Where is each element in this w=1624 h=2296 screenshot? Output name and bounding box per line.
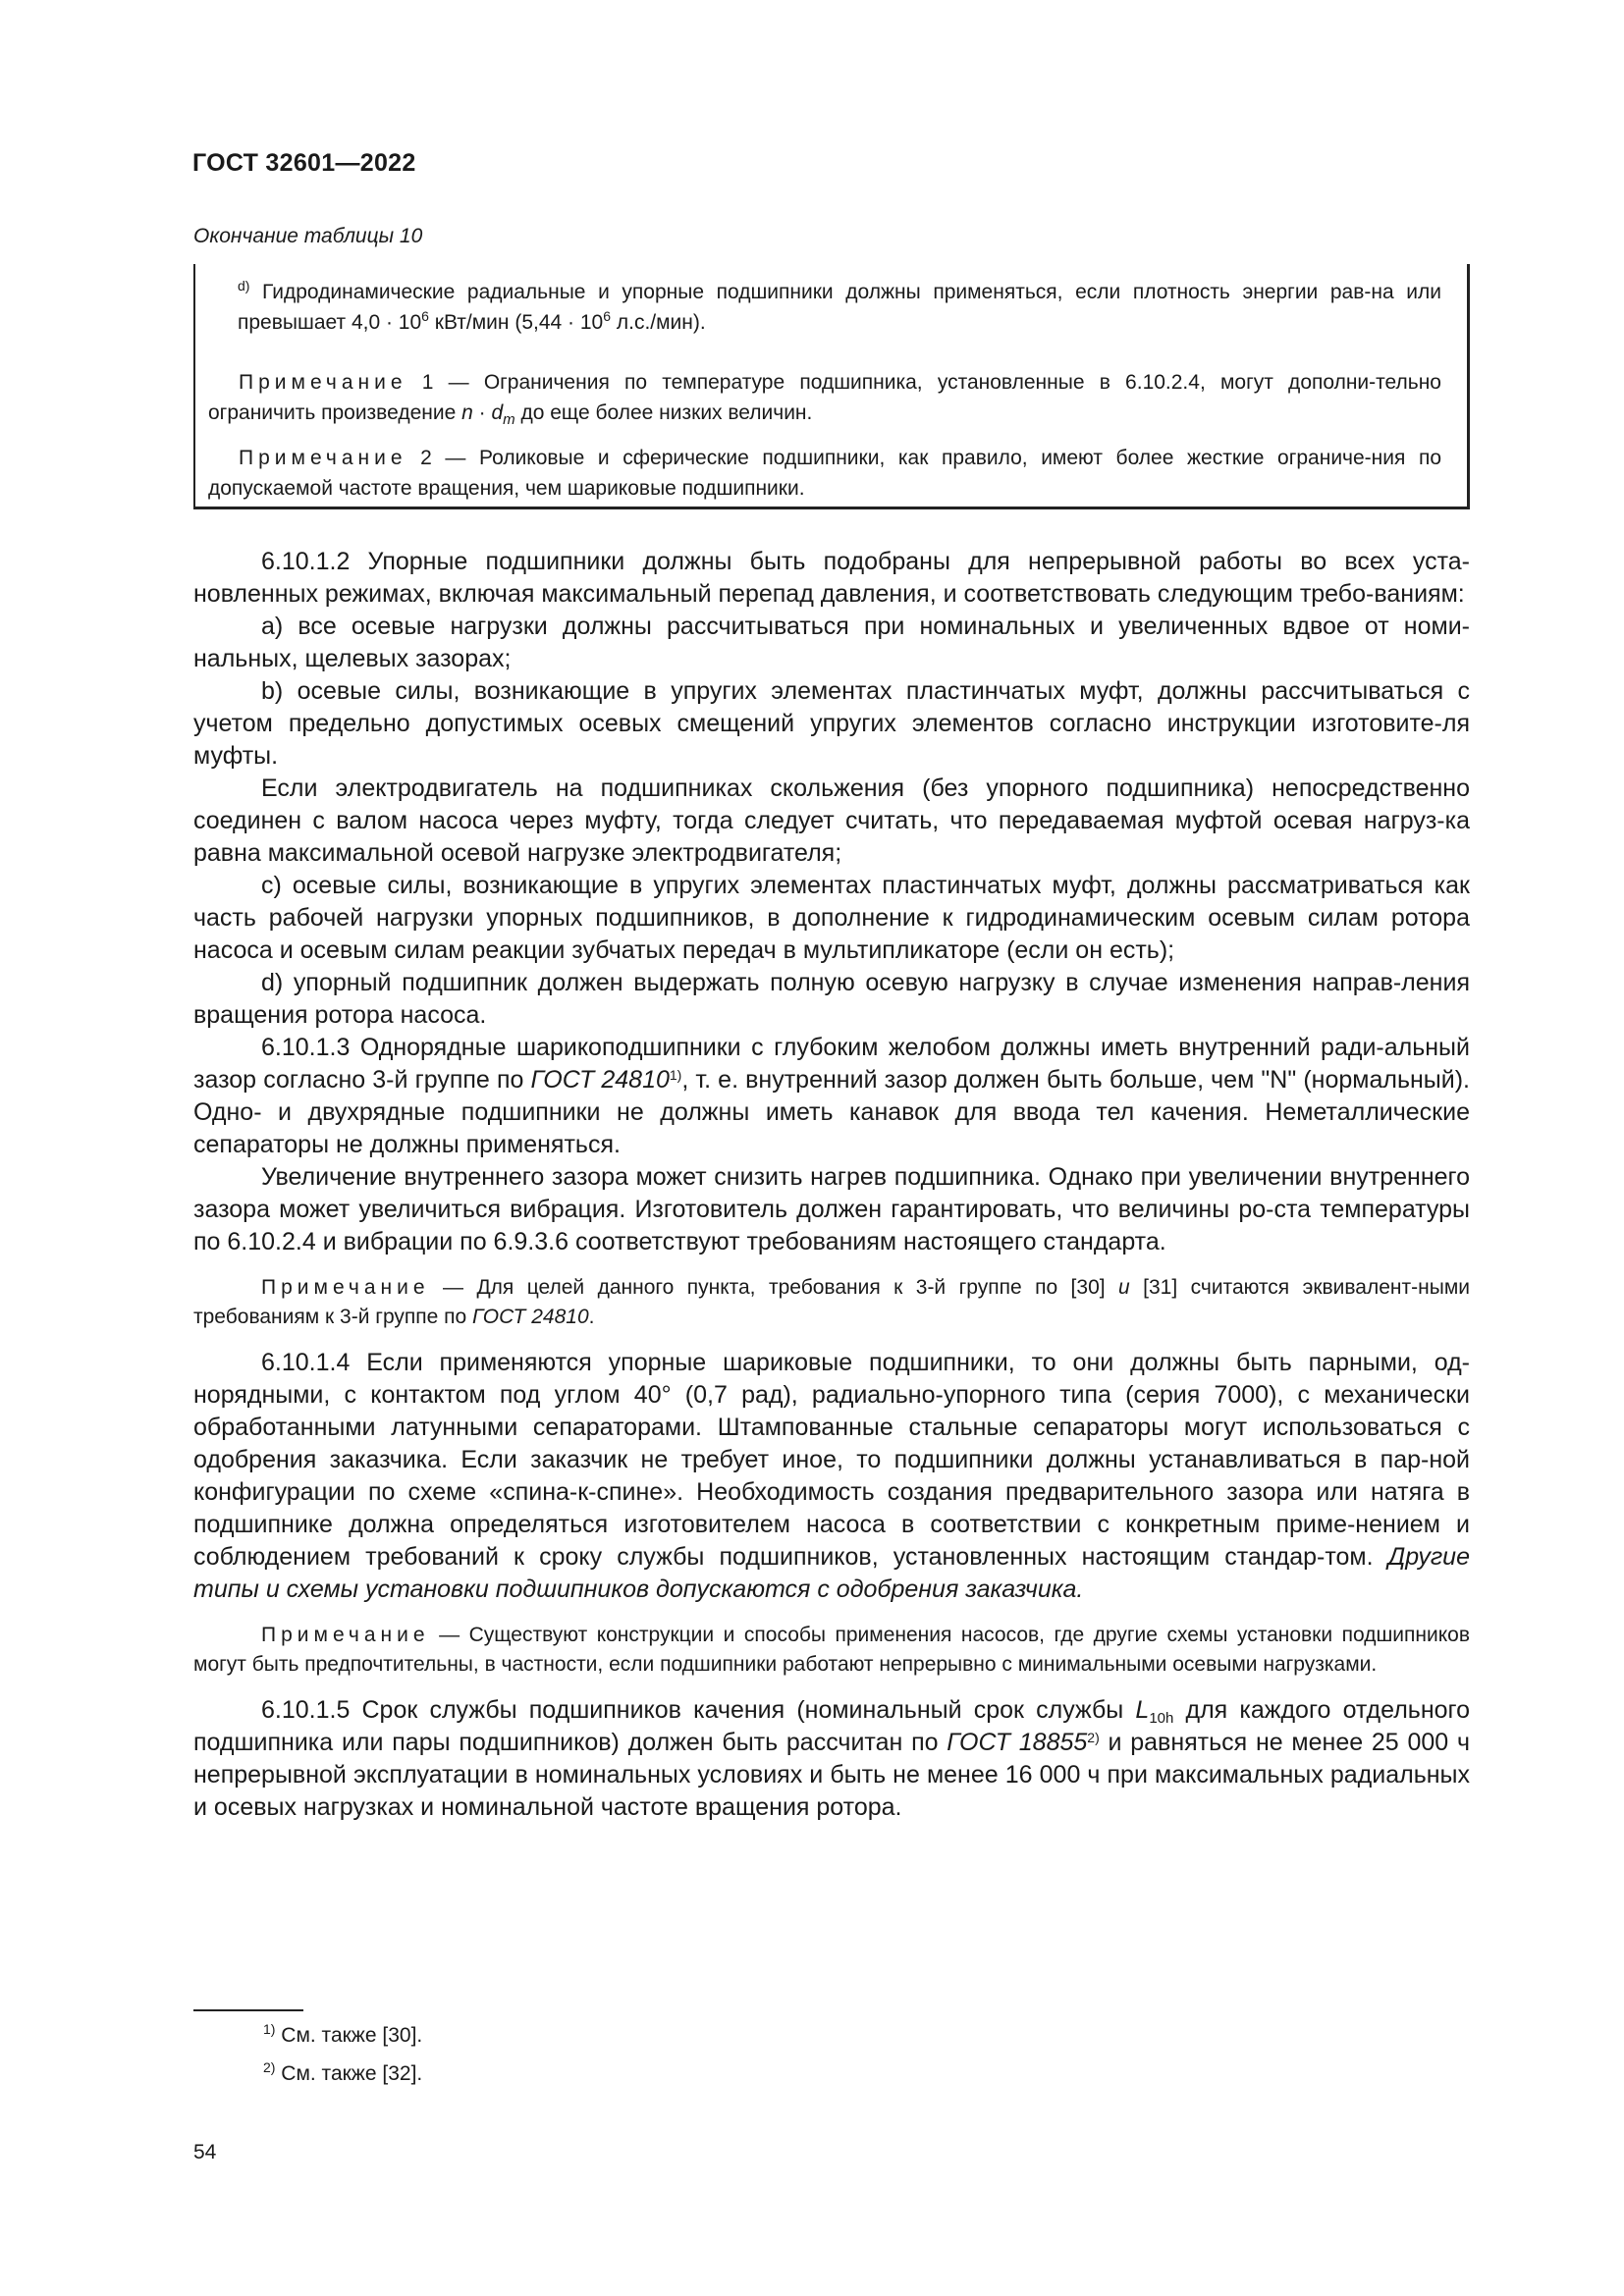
clause-item-c: с) осевые силы, возникающие в упругих элементах пластинчатых муфт, должны рассматриваться как часть рабочей нагрузки упорных подшипников, в дополнение к гидродинамическим осевым силам ротора насоса и осевым силам реакции зубчатых передач в мультипликаторе (если он есть);	[193, 872, 1470, 964]
note-3: Примечание — Для целей данного пункта, требования к 3-й группе по [30] и [31] считаются эквивалент-ными требованиям к 3-й группе по ГОСТ 24810.	[193, 1276, 1470, 1328]
note-4: Примечание — Существуют конструкции и способы применения насосов, где другие схемы установки подшипников могут быть предпочтительны, в частности, если подшипники работают непрерывно с минимальными осевыми нагрузками.	[193, 1624, 1470, 1676]
clause-item-a: а) все осевые нагрузки должны рассчитываться при номинальных и увеличенных вдвое от номи-нальных, щелевых зазорах;	[193, 613, 1470, 672]
clause-item-b: b) осевые силы, возникающие в упругих элементах пластинчатых муфт, должны рассчитываться с учетом предельно допустимых осевых смещений упругих элементов согласно инструкции изготовите-ля муфты.	[193, 677, 1470, 770]
clause-item-d: d) упорный подшипник должен выдержать полную осевую нагрузку в случае изменения направ-ления вращения ротора насоса.	[193, 969, 1470, 1029]
clause-6-10-1-5: 6.10.1.5 Срок службы подшипников качения (номинальный срок службы $L_{10h}$ для каждого отдельного подшипника или пары подшипников) должен быть рассчитан по ГОСТ 18855$^{2)}$ и равняться не менее 25 000 ч непрерывной эксплуатации в номинальных условиях и быть не менее 16 000 ч при максимальных радиальных и осевых нагрузках и номинальной частоте вращения ротора.	[193, 1696, 1471, 1821]
footnote-1: $^{1)}$ См. также [30].	[263, 2021, 423, 2047]
table-note-1: Примечание 1 — Ограничения по температуре подшипника, установленные в 6.10.2.4, могут дополни-тельно ограничить произведение $n \cdot d_m$ до еще более низких величин.	[208, 371, 1441, 428]
table-caption: Окончание таблицы 10	[193, 225, 423, 247]
table-note-2: Примечание 2 — Роликовые и сферические подшипники, как правило, имеют более жесткие ограниче-ния по допускаемой частоте вращения, чем шариковые подшипники.	[208, 447, 1441, 500]
paragraph-clearance: Увеличение внутреннего зазора может снизить нагрев подшипника. Однако при увеличении внутреннего зазора может увеличиться вибрация. Изготовитель должен гарантировать, что величины ро-ста температуры по 6.10.2.4 и вибрации по 6.9.3.6 соответствуют требованиям настоящего стандарта.	[193, 1163, 1470, 1255]
main-text	[193, 546, 1470, 1824]
footnote-2: $^{2)}$ См. также [32].	[263, 2059, 423, 2085]
page-number: 54	[193, 2141, 217, 2163]
document-header: ГОСТ 32601—2022	[192, 149, 416, 177]
footnote-separator	[193, 2009, 303, 2011]
clause-6-10-1-3: 6.10.1.3 Однорядные шарикоподшипники с глубоким желобом должны иметь внутренний ради-альный зазор согласно 3-й группе по ГОСТ 24810$^{1)}$, т. е. внутренний зазор должен быть больше, чем "N" (нормальный). Одно- и двухрядные подшипники не должны иметь канавок для ввода тел качения. Неметаллические сепараторы не должны применяться.	[193, 1034, 1470, 1158]
footnote-d: $^{d)}$ Гидродинамические радиальные и упорные подшипники должны применяться, если плотность энергии рав-на или превышает $4,0 \cdot 10^6$ кВт/мин ($5,44 \cdot 10^6$ л.с./мин).	[238, 278, 1441, 334]
paragraph-motor: Если электродвигатель на подшипниках скольжения (без упорного подшипника) непосредственно соединен с валом насоса через муфту, тогда следует считать, что передаваемая муфтой осевая нагруз-ка равна максимальной осевой нагрузке электродвигателя;	[193, 774, 1470, 867]
clause-6-10-1-2: 6.10.1.2 Упорные подшипники должны быть подобраны для непрерывной работы во всех уста-новленных режимах, включая максимальный перепад давления, и соответствовать следующим требо-ваниям:	[193, 548, 1470, 608]
clause-6-10-1-4: 6.10.1.4 Если применяются упорные шариковые подшипники, то они должны быть парными, од-норядными, с контактом под углом 40° (0,7 рад), радиально-упорного типа (серия 7000), с механически обработанными латунными сепараторами. Штампованные стальные сепараторы могут использоваться с одобрения заказчика. Если заказчик не требует иное, то подшипники должны устанавливаться в пар-ной конфигурации по схеме «спина-к-спине». Необходимость создания предварительного зазора или натяга в подшипнике должна определяться изготовителем насоса в соответствии с конкретным приме-нением и соблюдением требований к сроку службы подшипников, установленных настоящим стандар-том. Другие типы и схемы установки подшипников допускаются с одобрения заказчика.	[193, 1349, 1470, 1603]
table-notes-box	[193, 264, 1470, 509]
